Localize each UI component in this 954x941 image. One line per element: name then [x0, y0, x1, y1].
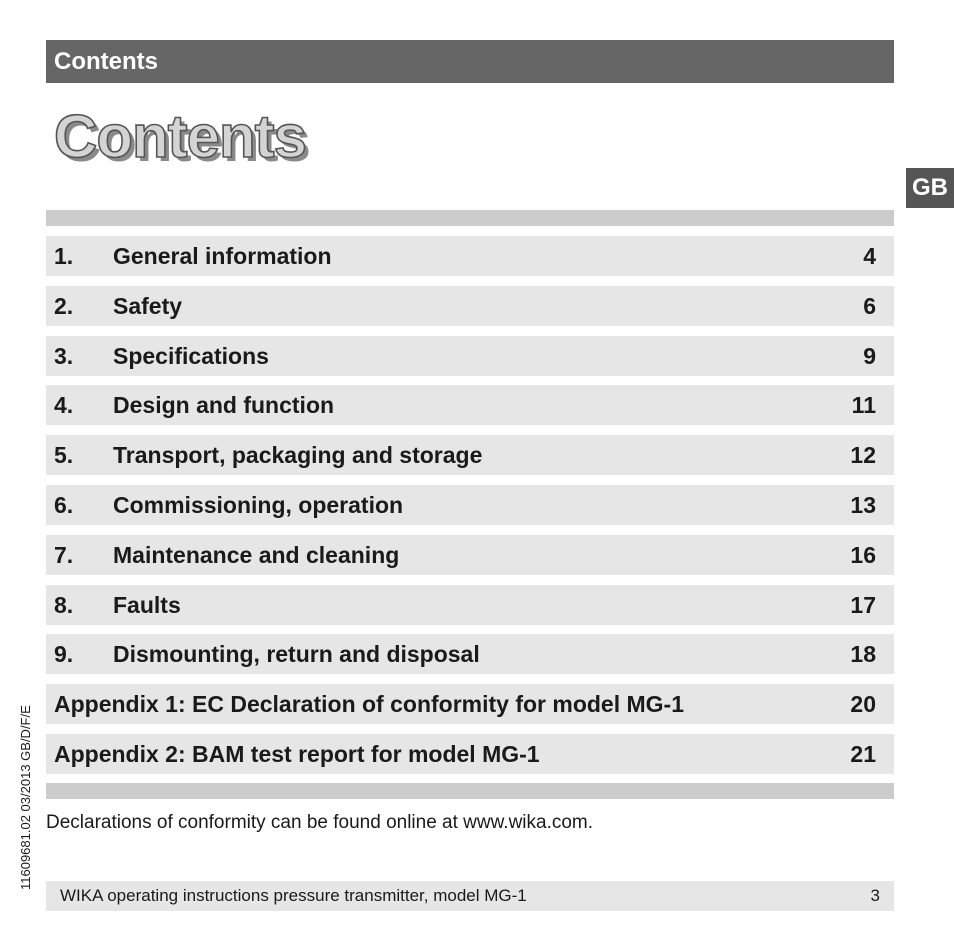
toc-number: 7.: [54, 541, 74, 568]
section-header-bar: [46, 40, 894, 83]
toc-number: 9.: [54, 641, 74, 668]
toc-title: Maintenance and cleaning: [113, 541, 400, 568]
toc-title: Commissioning, operation: [113, 491, 404, 518]
toc-number: 8.: [54, 591, 74, 618]
toc-item-appendix-2[interactable]: [46, 734, 894, 774]
toc-page-number: 9: [863, 342, 876, 369]
toc-page-number: 4: [863, 243, 876, 269]
toc-item-maintenance-and-cleaning[interactable]: [46, 535, 894, 575]
toc-item-transport-packaging-storage[interactable]: [46, 435, 894, 475]
toc-item-specifications[interactable]: [46, 336, 894, 376]
toc-page-number: 21: [850, 740, 876, 767]
toc-title: Transport, packaging and storage: [113, 442, 483, 469]
toc-page-number: 18: [850, 641, 876, 668]
table-of-contents: [46, 236, 894, 784]
toc-title: Safety: [113, 292, 183, 319]
toc-item-commissioning-operation[interactable]: [46, 485, 894, 525]
toc-title: Dismounting, return and disposal: [113, 641, 480, 668]
footer-text: WIKA operating instructions pressure transmitter, model MG-1: [60, 886, 527, 905]
toc-number: 5.: [54, 442, 74, 469]
toc-title: General information: [113, 243, 332, 269]
toc-number: 1.: [54, 243, 74, 269]
toc-page-number: 17: [850, 591, 876, 618]
separator-top: [46, 210, 894, 226]
toc-title: Specifications: [113, 342, 269, 369]
page-title: Contents: [54, 103, 306, 170]
toc-item-general-information[interactable]: [46, 236, 894, 276]
section-header-label: Contents: [54, 48, 158, 75]
footer-page-number: 3: [870, 886, 880, 905]
toc-title: Design and function: [113, 392, 335, 419]
toc-item-dismounting-return-disposal[interactable]: [46, 634, 894, 674]
language-tab[interactable]: GB: [906, 168, 954, 208]
toc-page-number: 11: [851, 392, 876, 419]
document-code: 11609681.02 03/2013 GB/D/F/E: [18, 705, 33, 890]
toc-number: 6.: [54, 491, 74, 518]
toc-page-number: 13: [850, 491, 876, 518]
toc-item-design-and-function[interactable]: [46, 385, 894, 425]
toc-number: 4.: [54, 392, 74, 419]
toc-page-number: 6: [863, 292, 876, 319]
toc-appendix-title: Appendix 2: BAM test report for model MG-1: [54, 740, 540, 767]
separator-bottom: [46, 783, 894, 799]
toc-number: 3.: [54, 342, 74, 369]
toc-item-safety[interactable]: [46, 286, 894, 326]
toc-number: 2.: [54, 292, 74, 319]
toc-title: Faults: [113, 591, 181, 618]
toc-page-number: 16: [850, 541, 876, 568]
toc-appendix-title: Appendix 1: EC Declaration of conformity for model MG-1: [54, 691, 685, 718]
toc-item-appendix-1[interactable]: [46, 684, 894, 724]
toc-page-number: 20: [850, 691, 876, 718]
page-footer: [46, 881, 894, 911]
toc-item-faults[interactable]: [46, 585, 894, 625]
conformity-note: Declarations of conformity can be found online at www.wika.com.: [46, 812, 594, 833]
toc-page-number: 12: [850, 442, 876, 469]
